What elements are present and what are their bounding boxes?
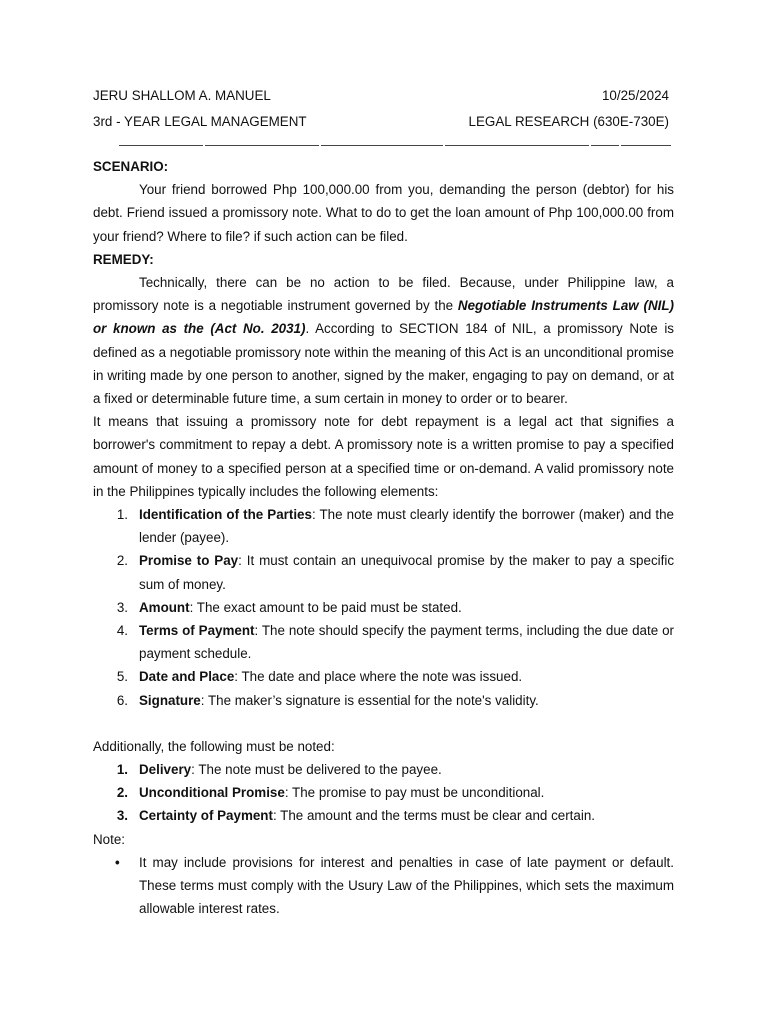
bullet-icon: •: [115, 854, 120, 870]
list-desc: : The date and place where the note was issued.: [234, 669, 523, 685]
document-page: [93, 86, 674, 921]
list-number: 2.: [116, 785, 128, 801]
list-item: [93, 549, 674, 595]
list-number: 1.: [116, 762, 128, 778]
list-desc: : The promise to pay must be unconditional.: [284, 785, 545, 801]
list-item: [93, 851, 674, 921]
header-row-2: [93, 112, 674, 132]
nil-reference: Negotiable Instruments Law (NIL) or known as the (Act No. 2031): [93, 298, 674, 337]
subject-label: LEGAL RESEARCH (630E-730E): [468, 114, 669, 129]
list-term: Identification of the Parties: [139, 507, 312, 523]
list-term: Signature: [139, 692, 201, 708]
list-term: Unconditional Promise: [139, 785, 285, 801]
list-term: Delivery: [139, 762, 192, 778]
remedy-heading: REMEDY:: [93, 251, 154, 267]
scenario-text: Your friend borrowed Php 100,000.00 from you, demanding the person (debtor) for his debt. Friend issued a promissory note. What to do to get the loan amount of Php 100,000.00 from your friend? Where to file? if such action can be filed.: [93, 182, 674, 244]
list-term: Certainty of Payment: [139, 808, 273, 824]
list-desc: : It must contain an unequivocal promise by the maker to pay a specific sum of money.: [139, 553, 675, 592]
list-number: 4.: [116, 623, 128, 639]
list-number: 6.: [116, 692, 128, 708]
list-desc: : The note should specify the payment terms, including the due date or payment schedule.: [139, 623, 674, 662]
list-item: [93, 503, 674, 549]
document-date: 10/25/2024: [601, 88, 669, 103]
note-list: [93, 851, 674, 921]
list-term: Terms of Payment: [139, 623, 255, 639]
list-item: [93, 781, 674, 804]
remedy-text-after: . According to SECTION 184 of NIL, a promissory Note is defined as a negotiable promissory note within the meaning of this Act is an unconditional promise in writing made by one person to another, signed by the maker, engaging to pay on demand, or at a fixed or determinable future time, a sum certain in money to order or to bearer.: [93, 321, 674, 407]
remedy-paragraph-2: It means that issuing a promissory note for debt repayment is a legal act that signifies a borrower's commitment to repay a debt. A promissory note is a written promise to pay a specified amount of money to a specified person at a specified time or on-demand. A valid promissory note in the Philippines typically includes the following elements:: [93, 414, 674, 499]
note-text: It may include provisions for interest and penalties in case of late payment or default. These terms must comply with the Usury Law of the Philippines, which sets the maximum allowable interest rates.: [139, 854, 674, 917]
list-item: [93, 689, 674, 712]
list-number: 3.: [116, 599, 128, 615]
additional-list: [93, 758, 674, 828]
list-term: Promise to Pay: [139, 553, 239, 569]
note-heading: Note:: [93, 831, 126, 847]
list-number: 1.: [116, 507, 128, 523]
header-divider: [93, 145, 671, 147]
list-item: [93, 804, 674, 827]
document-body: [93, 155, 674, 921]
scenario-heading: SCENARIO:: [93, 159, 169, 174]
course-label: 3rd - YEAR LEGAL MANAGEMENT: [93, 114, 307, 129]
remedy-paragraph-1: [93, 271, 674, 410]
author-name: JERU SHALLOM A. MANUEL: [93, 88, 271, 103]
blank-line: [93, 712, 674, 735]
list-item: [93, 619, 674, 665]
list-desc: : The amount and the terms must be clear and certain.: [272, 808, 595, 824]
list-item: [93, 758, 674, 781]
list-term: Amount: [139, 599, 190, 615]
list-term: Date and Place: [139, 669, 235, 685]
list-desc: : The note must be delivered to the payee.: [191, 762, 442, 778]
list-desc: : The maker’s signature is essential for the note's validity.: [200, 692, 539, 708]
list-desc: : The note must clearly identify the borrower (maker) and the lender (payee).: [139, 507, 674, 546]
header-row-1: [93, 86, 674, 106]
list-number: 5.: [116, 669, 128, 685]
list-number: 3.: [116, 808, 128, 824]
elements-list: [93, 503, 674, 712]
list-desc: : The exact amount to be paid must be stated.: [189, 599, 462, 615]
additional-intro: Additionally, the following must be noted:: [93, 738, 335, 754]
list-item: [93, 665, 674, 688]
list-item: [93, 596, 674, 619]
list-number: 2.: [116, 553, 128, 569]
remedy-text-before: Technically, there can be no action to be filed. Because, under Philippine law, a promissory note is a negotiable instrument governed by the: [93, 275, 674, 314]
